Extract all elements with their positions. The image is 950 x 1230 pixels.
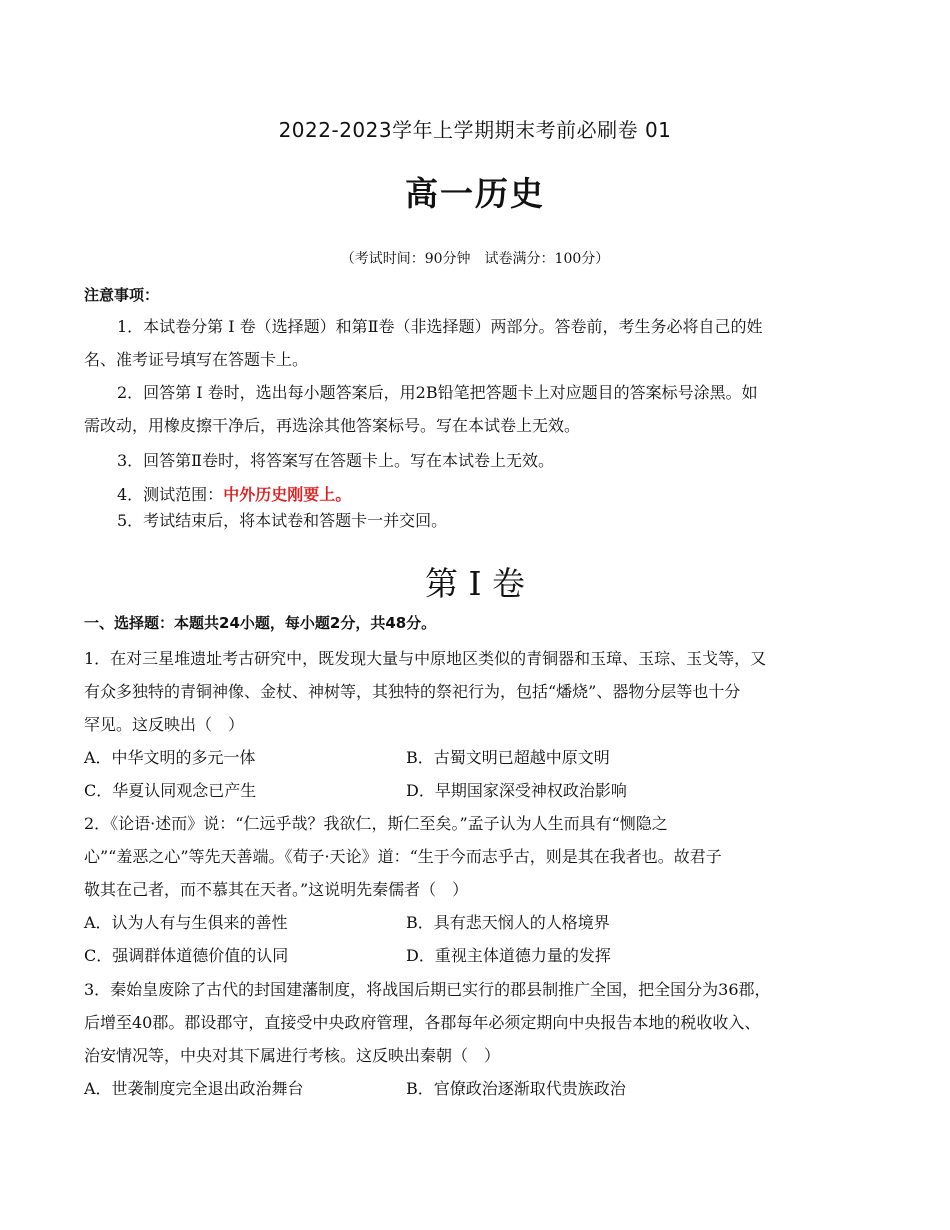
question-1-line-1: 1．在对三星堆遗址考古研究中，既发现大量与中原地区类似的青铜器和玉璋、玉琮、玉戈等，又 [84, 649, 767, 668]
question-3-line-3: 治安情况等，中央对其下属进行考核。这反映出秦朝（ ） [84, 1046, 501, 1065]
subject-title: 高一历史 [405, 174, 545, 213]
question-2-line-2: 心”“羞恶之心”等先天善端。《荀子·天论》道：“生于今而志乎古，则是其在我者也。故君子 [84, 847, 722, 866]
question-2-option-b: B．具有悲天悯人的人格境界 [406, 913, 610, 932]
notice-item-4-prefix: 4．测试范围： [117, 485, 224, 504]
question-2-option-d: D．重视主体道德力量的发挥 [406, 946, 611, 965]
test-scope: 中外历史刚要上。 [223, 485, 352, 504]
question-3-option-a: A．世袭制度完全退出政治舞台 [84, 1079, 304, 1098]
question-2-option-c: C．强调群体道德价值的认同 [84, 946, 289, 965]
question-1-line-3: 罕见。这反映出（ ） [84, 715, 245, 734]
notice-item-3: 3．回答第Ⅱ卷时，将答案写在答题卡上。写在本试卷上无效。 [117, 451, 555, 470]
exam-info: （考试时间：90分钟 试卷满分：100分） [340, 251, 610, 267]
question-1-option-a: A．中华文明的多元一体 [84, 748, 256, 767]
question-3-line-2: 后增至40郡。郡设郡守，直接受中央政府管理，各郡每年必须定期向中央报告本地的税收收入、 [84, 1013, 761, 1032]
question-1-option-b: B．古蜀文明已超越中原文明 [406, 748, 610, 767]
question-3-option-b: B．官僚政治逐渐取代贵族政治 [406, 1079, 626, 1098]
notice-item-5: 5．考试结束后，将本试卷和答题卡一并交回。 [117, 511, 448, 530]
question-2-line-3: 敬其在己者，而不慕其在天者。”这说明先秦儒者（ ） [84, 880, 469, 899]
notice-item-1-line-2: 名、准考证号填写在答题卡上。 [84, 350, 309, 369]
volume-title: 第 I 卷 [424, 564, 525, 603]
notice-item-2-line-1: 2．回答第 I 卷时，选出每小题答案后，用2B铅笔把答题卡上对应题目的答案标号涂黑。如 [117, 383, 758, 402]
notice-item-4 [117, 482, 351, 505]
notice-item-2-line-2: 需改动，用橡皮擦干净后，再选涂其他答案标号。写在本试卷上无效。 [84, 416, 581, 435]
section-heading: 一、选择题：本题共24小题，每小题2分，共48分。 [84, 614, 437, 632]
question-1-option-d: D．早期国家深受神权政治影响 [406, 781, 627, 800]
question-3-line-1: 3．秦始皇废除了古代的封国建藩制度，将战国后期已实行的郡县制推广全国，把全国分为36郡， [84, 980, 771, 999]
question-1-option-c: C．华夏认同观念已产生 [84, 781, 257, 800]
notice-heading: 注意事项： [84, 286, 160, 304]
notice-item-1-line-1: 1．本试卷分第 I 卷（选择题）和第Ⅱ卷（非选择题）两部分。答卷前，考生务必将自己的姓 [117, 317, 763, 336]
question-1-line-2: 有众多独特的青铜神像、金杖、神树等，其独特的祭祀行为，包括“燔烧”、器物分层等也十分 [84, 682, 741, 701]
question-2-line-1: 2．《论语·述而》说：“仁远乎哉？我欲仁，斯仁至矣。”孟子认为人生而具有“恻隐之 [84, 814, 668, 833]
question-2-option-a: A．认为人有与生俱来的善性 [84, 913, 288, 932]
exam-title: 2022-2023学年上学期期末考前必刷卷 01 [278, 118, 672, 142]
